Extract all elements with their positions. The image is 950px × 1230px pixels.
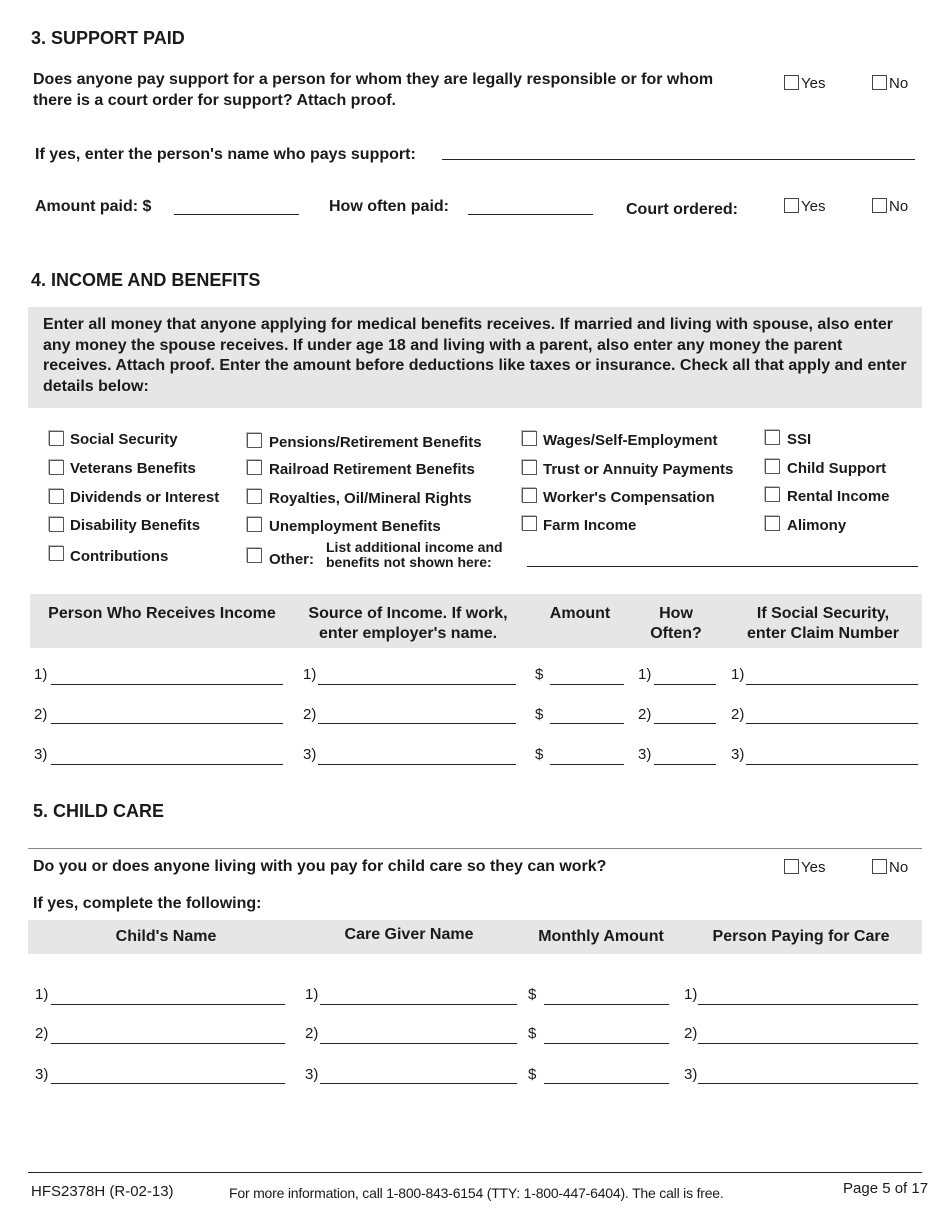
ssi-label: SSI bbox=[787, 431, 812, 448]
child-name-field[interactable] bbox=[51, 1004, 285, 1005]
child-support-checkbox[interactable] bbox=[765, 459, 780, 474]
contributions-checkbox[interactable] bbox=[49, 546, 64, 561]
source-field[interactable] bbox=[318, 764, 516, 765]
other-income-checkbox[interactable] bbox=[247, 548, 262, 563]
childcare-yes-option[interactable]: Yes bbox=[784, 859, 825, 876]
source-field[interactable] bbox=[318, 684, 516, 685]
trust-annuity-label: Trust or Annuity Payments bbox=[543, 461, 734, 478]
social-security-checkbox[interactable] bbox=[49, 431, 64, 446]
dividends-interest-label: Dividends or Interest bbox=[70, 489, 220, 506]
support-no-option[interactable]: No bbox=[872, 75, 908, 92]
footer-info: For more information, call 1-800-843-6154 (TTY: 1-800-447-6404). The call is free. bbox=[229, 1185, 724, 1201]
amount-paid-label: Amount paid: $ bbox=[35, 198, 152, 215]
section-5-divider bbox=[28, 848, 922, 849]
child-support-label: Child Support bbox=[787, 460, 887, 477]
child-name-header: Child's Name bbox=[115, 928, 217, 945]
support-no-checkbox[interactable] bbox=[872, 75, 887, 90]
court-yes-option[interactable]: Yes bbox=[784, 198, 825, 215]
court-no-option[interactable]: No bbox=[872, 198, 908, 215]
form-id: HFS2378H (R-02-13) bbox=[31, 1183, 174, 1200]
income-instructions: Enter all money that anyone applying for medical benefits receives. If married and living with spouse, also enter any money the spouse receives. If under age 18 and living with a parent, also enter any money the parent receives. Attach proof. Enter the amount before deductions like taxes or insurance. Check all that apply and enter details below: bbox=[43, 316, 907, 395]
farm-income-label: Farm Income bbox=[543, 517, 637, 534]
disability-benefits-checkbox[interactable] bbox=[49, 517, 64, 532]
pensions-checkbox[interactable] bbox=[247, 433, 262, 448]
alimony-checkbox[interactable] bbox=[765, 516, 780, 531]
support-yes-checkbox[interactable] bbox=[784, 75, 799, 90]
amount-field[interactable] bbox=[550, 723, 624, 724]
rental-income-checkbox[interactable] bbox=[765, 487, 780, 502]
childcare-no-checkbox[interactable] bbox=[872, 859, 887, 874]
section-3-title: 3. SUPPORT PAID bbox=[31, 28, 185, 48]
monthly-amount-header: Monthly Amount bbox=[538, 928, 664, 945]
ssi-checkbox[interactable] bbox=[765, 430, 780, 445]
person-receives-header: Person Who Receives Income bbox=[48, 605, 276, 622]
payer-name-field[interactable] bbox=[442, 159, 915, 160]
contributions-label: Contributions bbox=[70, 548, 169, 565]
dividends-interest-checkbox[interactable] bbox=[49, 489, 64, 504]
person-paying-header: Person Paying for Care bbox=[712, 928, 890, 945]
claim-number-field[interactable] bbox=[746, 684, 918, 685]
care-giver-field[interactable] bbox=[320, 1083, 517, 1084]
person-field[interactable] bbox=[51, 723, 283, 724]
person-paying-field[interactable] bbox=[698, 1083, 918, 1084]
childcare-if-yes: If yes, complete the following: bbox=[33, 895, 262, 912]
monthly-amount-field[interactable] bbox=[544, 1083, 669, 1084]
page-number: Page 5 of 17 bbox=[843, 1180, 929, 1197]
workers-comp-label: Worker's Compensation bbox=[543, 489, 715, 506]
court-ordered-label: Court ordered: bbox=[626, 201, 738, 218]
care-giver-field[interactable] bbox=[320, 1004, 517, 1005]
veterans-benefits-checkbox[interactable] bbox=[49, 460, 64, 475]
how-often-field[interactable] bbox=[654, 764, 716, 765]
other-income-field[interactable] bbox=[527, 566, 918, 567]
child-name-field[interactable] bbox=[51, 1043, 285, 1044]
support-yes-option[interactable]: Yes bbox=[784, 75, 825, 92]
wages-label: Wages/Self-Employment bbox=[543, 432, 718, 449]
source-header: Source of Income. If work, enter employer's name. bbox=[308, 605, 508, 642]
monthly-amount-field[interactable] bbox=[544, 1043, 669, 1044]
childcare-no-option[interactable]: No bbox=[872, 859, 908, 876]
royalties-label: Royalties, Oil/Mineral Rights bbox=[269, 490, 472, 507]
rental-income-label: Rental Income bbox=[787, 488, 890, 505]
unemployment-checkbox[interactable] bbox=[247, 517, 262, 532]
childcare-yes-checkbox[interactable] bbox=[784, 859, 799, 874]
footer-rule bbox=[28, 1172, 922, 1173]
social-security-label: Social Security bbox=[70, 431, 178, 448]
how-often-header: How Often? bbox=[650, 605, 702, 642]
claim-number-field[interactable] bbox=[746, 723, 918, 724]
childcare-question: Do you or does anyone living with you pay for child care so they can work? bbox=[33, 858, 607, 875]
person-paying-field[interactable] bbox=[698, 1043, 918, 1044]
amount-field[interactable] bbox=[550, 684, 624, 685]
veterans-benefits-label: Veterans Benefits bbox=[70, 460, 196, 477]
claim-number-field[interactable] bbox=[746, 764, 918, 765]
pensions-label: Pensions/Retirement Benefits bbox=[269, 434, 482, 451]
amount-header: Amount bbox=[549, 605, 611, 622]
court-no-checkbox[interactable] bbox=[872, 198, 887, 213]
person-field[interactable] bbox=[51, 764, 283, 765]
how-often-field[interactable] bbox=[654, 684, 716, 685]
disability-benefits-label: Disability Benefits bbox=[70, 517, 201, 534]
how-often-paid-field[interactable] bbox=[468, 214, 593, 215]
wages-checkbox[interactable] bbox=[522, 431, 537, 446]
railroad-retirement-label: Railroad Retirement Benefits bbox=[269, 461, 475, 478]
section-5-title: 5. CHILD CARE bbox=[33, 801, 165, 821]
amount-paid-field[interactable] bbox=[174, 214, 299, 215]
trust-annuity-checkbox[interactable] bbox=[522, 460, 537, 475]
amount-field[interactable] bbox=[550, 764, 624, 765]
how-often-field[interactable] bbox=[654, 723, 716, 724]
section-4-title: 4. INCOME AND BENEFITS bbox=[31, 270, 261, 290]
railroad-retirement-checkbox[interactable] bbox=[247, 460, 262, 475]
payer-name-label: If yes, enter the person's name who pays support: bbox=[35, 146, 416, 163]
child-name-field[interactable] bbox=[51, 1083, 285, 1084]
monthly-amount-field[interactable] bbox=[544, 1004, 669, 1005]
how-often-paid-label: How often paid: bbox=[329, 198, 449, 215]
other-income-description: List additional income and benefits not shown here: bbox=[326, 539, 503, 570]
person-field[interactable] bbox=[51, 684, 283, 685]
claim-number-header: If Social Security, enter Claim Number bbox=[746, 605, 900, 642]
court-yes-checkbox[interactable] bbox=[784, 198, 799, 213]
care-giver-field[interactable] bbox=[320, 1043, 517, 1044]
unemployment-label: Unemployment Benefits bbox=[269, 518, 441, 535]
support-question: Does anyone pay support for a person for whom they are legally responsible or for whom there is a court order for support? Attach proof. bbox=[33, 71, 714, 109]
source-field[interactable] bbox=[318, 723, 516, 724]
other-income-label: Other: bbox=[269, 551, 314, 568]
farm-income-checkbox[interactable] bbox=[522, 516, 537, 531]
care-giver-header: Care Giver Name bbox=[344, 926, 474, 943]
alimony-label: Alimony bbox=[787, 517, 847, 534]
person-paying-field[interactable] bbox=[698, 1004, 918, 1005]
workers-comp-checkbox[interactable] bbox=[522, 488, 537, 503]
royalties-checkbox[interactable] bbox=[247, 489, 262, 504]
